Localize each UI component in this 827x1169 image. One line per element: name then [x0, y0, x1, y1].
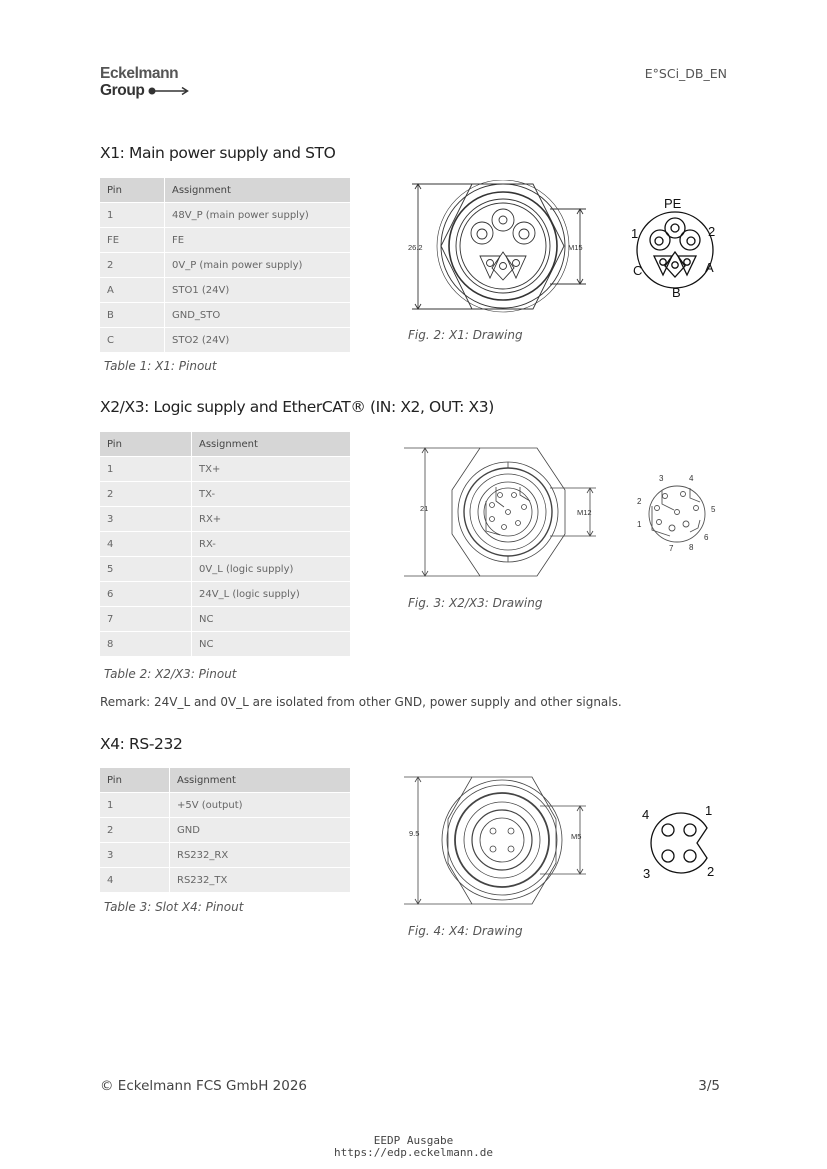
pin-label-2: 2 — [637, 497, 642, 506]
column-header-assignment: Assignment — [165, 178, 351, 203]
table-header-row — [100, 768, 350, 793]
table-row — [100, 868, 350, 893]
pin-label-b: B — [672, 285, 681, 300]
assignment-cell: GND — [170, 818, 351, 843]
company-logo — [100, 65, 190, 99]
column-header-assignment: Assignment — [192, 432, 351, 457]
pin-label-4: 4 — [642, 807, 650, 822]
assignment-cell: 24V_L (logic supply) — [192, 582, 351, 607]
pin-label-c: C — [633, 263, 643, 278]
assignment-cell: RS232_TX — [170, 868, 351, 893]
x1-connector-drawing — [400, 180, 600, 315]
pin-cell: 4 — [100, 868, 170, 893]
table-caption-x1: Table 1: X1: Pinout — [104, 359, 217, 373]
logo-line-2: Group — [100, 82, 190, 99]
assignment-cell: FE — [165, 228, 351, 253]
page-number: 3/5 — [698, 1078, 720, 1094]
pin-cell: 3 — [100, 843, 170, 868]
table-header-row — [100, 432, 350, 457]
column-header-pin: Pin — [100, 432, 192, 457]
pin-label-3: 3 — [643, 866, 651, 881]
dim-thread-label: M5 — [571, 832, 582, 841]
table-caption-x4: Table 3: Slot X4: Pinout — [104, 900, 244, 914]
logo-line-1: Eckelmann — [100, 65, 179, 82]
assignment-cell: RX+ — [192, 507, 351, 532]
assignment-cell: NC — [192, 607, 351, 632]
table-row — [100, 557, 350, 582]
pin-label-pe: PE — [664, 196, 682, 211]
table-row — [100, 203, 350, 228]
dim-thread-label: M15 — [568, 243, 583, 252]
assignment-cell: 0V_P (main power supply) — [165, 253, 351, 278]
column-header-pin: Pin — [100, 768, 170, 793]
assignment-cell: +5V (output) — [170, 793, 351, 818]
x2-x3-pin-layout — [630, 470, 725, 560]
x4-connector-drawing — [400, 773, 600, 909]
footer-copyright: © Eckelmann FCS GmbH 2026 — [100, 1078, 307, 1094]
assignment-cell: TX- — [192, 482, 351, 507]
pin-cell: 1 — [100, 203, 165, 228]
assignment-cell: TX+ — [192, 457, 351, 482]
assignment-cell: NC — [192, 632, 351, 657]
pin-cell: B — [100, 303, 165, 328]
table-row — [100, 507, 350, 532]
section-heading-x4: X4: RS-232 — [100, 735, 183, 753]
pin-cell: C — [100, 328, 165, 353]
pin-cell: 1 — [100, 793, 170, 818]
table-row — [100, 632, 350, 657]
pin-cell: 6 — [100, 582, 192, 607]
dim-thread-label: M12 — [577, 508, 592, 517]
pin-cell: 2 — [100, 818, 170, 843]
pin-cell: 7 — [100, 607, 192, 632]
footer-note-title: EEDP Ausgabe — [373, 1134, 454, 1147]
pinout-table-x2-x3 — [100, 432, 350, 657]
assignment-cell: STO1 (24V) — [165, 278, 351, 303]
table-row — [100, 278, 350, 303]
figure-caption-x1: Fig. 2: X1: Drawing — [408, 328, 523, 342]
table-row — [100, 303, 350, 328]
table-row — [100, 818, 350, 843]
table-header-row — [100, 178, 350, 203]
assignment-cell: STO2 (24V) — [165, 328, 351, 353]
pin-label-7: 7 — [669, 544, 674, 553]
table-row — [100, 482, 350, 507]
column-header-pin: Pin — [100, 178, 165, 203]
section-heading-x2-x3: X2/X3: Logic supply and EtherCAT® (IN: X2, OUT: X3) — [100, 398, 494, 416]
table-row — [100, 582, 350, 607]
pin-label-5: 5 — [711, 505, 716, 514]
column-header-assignment: Assignment — [170, 768, 351, 793]
pin-cell: 4 — [100, 532, 192, 557]
table-row — [100, 328, 350, 353]
table-row — [100, 607, 350, 632]
pin-label-a: A — [705, 260, 714, 275]
pin-cell: A — [100, 278, 165, 303]
pin-label-4: 4 — [689, 474, 694, 483]
assignment-cell: RX- — [192, 532, 351, 557]
assignment-cell: 0V_L (logic supply) — [192, 557, 351, 582]
pin-cell: 2 — [100, 253, 165, 278]
assignment-cell: 48V_P (main power supply) — [165, 203, 351, 228]
pin-cell: 3 — [100, 507, 192, 532]
pin-cell: 8 — [100, 632, 192, 657]
pin-label-2: 2 — [708, 224, 716, 239]
dim-height-label: 21 — [420, 504, 429, 513]
x4-pin-layout — [635, 800, 725, 885]
pin-cell: 2 — [100, 482, 192, 507]
table-row — [100, 793, 350, 818]
pinout-table-x4 — [100, 768, 350, 893]
pin-label-8: 8 — [689, 543, 694, 552]
pin-label-1: 1 — [705, 803, 713, 818]
figure-caption-x2-x3: Fig. 3: X2/X3: Drawing — [408, 596, 543, 610]
remark-text: Remark: 24V_L and 0V_L are isolated from other GND, power supply and other signals. — [100, 695, 622, 709]
arrow-icon — [148, 86, 190, 96]
assignment-cell: GND_STO — [165, 303, 351, 328]
dim-height-label: 9.5 — [409, 829, 420, 838]
pin-label-1: 1 — [637, 520, 642, 529]
table-row — [100, 228, 350, 253]
table-row — [100, 843, 350, 868]
document-id: E°SCi_DB_EN — [644, 66, 727, 81]
table-row — [100, 253, 350, 278]
pin-label-2: 2 — [707, 864, 715, 879]
section-heading-x1: X1: Main power supply and STO — [100, 144, 336, 162]
x2-x3-connector-drawing — [400, 443, 600, 581]
figure-caption-x4: Fig. 4: X4: Drawing — [408, 924, 523, 938]
assignment-cell: RS232_RX — [170, 843, 351, 868]
footer-note-url[interactable]: https://edp.eckelmann.de — [334, 1146, 493, 1159]
pin-label-3: 3 — [659, 474, 664, 483]
pinout-table-x1 — [100, 178, 350, 353]
table-row — [100, 457, 350, 482]
dim-height-label: 26.2 — [408, 243, 423, 252]
pin-cell: 1 — [100, 457, 192, 482]
pin-cell: FE — [100, 228, 165, 253]
pin-label-1: 1 — [631, 226, 639, 241]
table-row — [100, 532, 350, 557]
x1-pin-layout — [625, 192, 725, 302]
table-caption-x2-x3: Table 2: X2/X3: Pinout — [104, 667, 237, 681]
pin-cell: 5 — [100, 557, 192, 582]
pin-label-6: 6 — [704, 533, 709, 542]
